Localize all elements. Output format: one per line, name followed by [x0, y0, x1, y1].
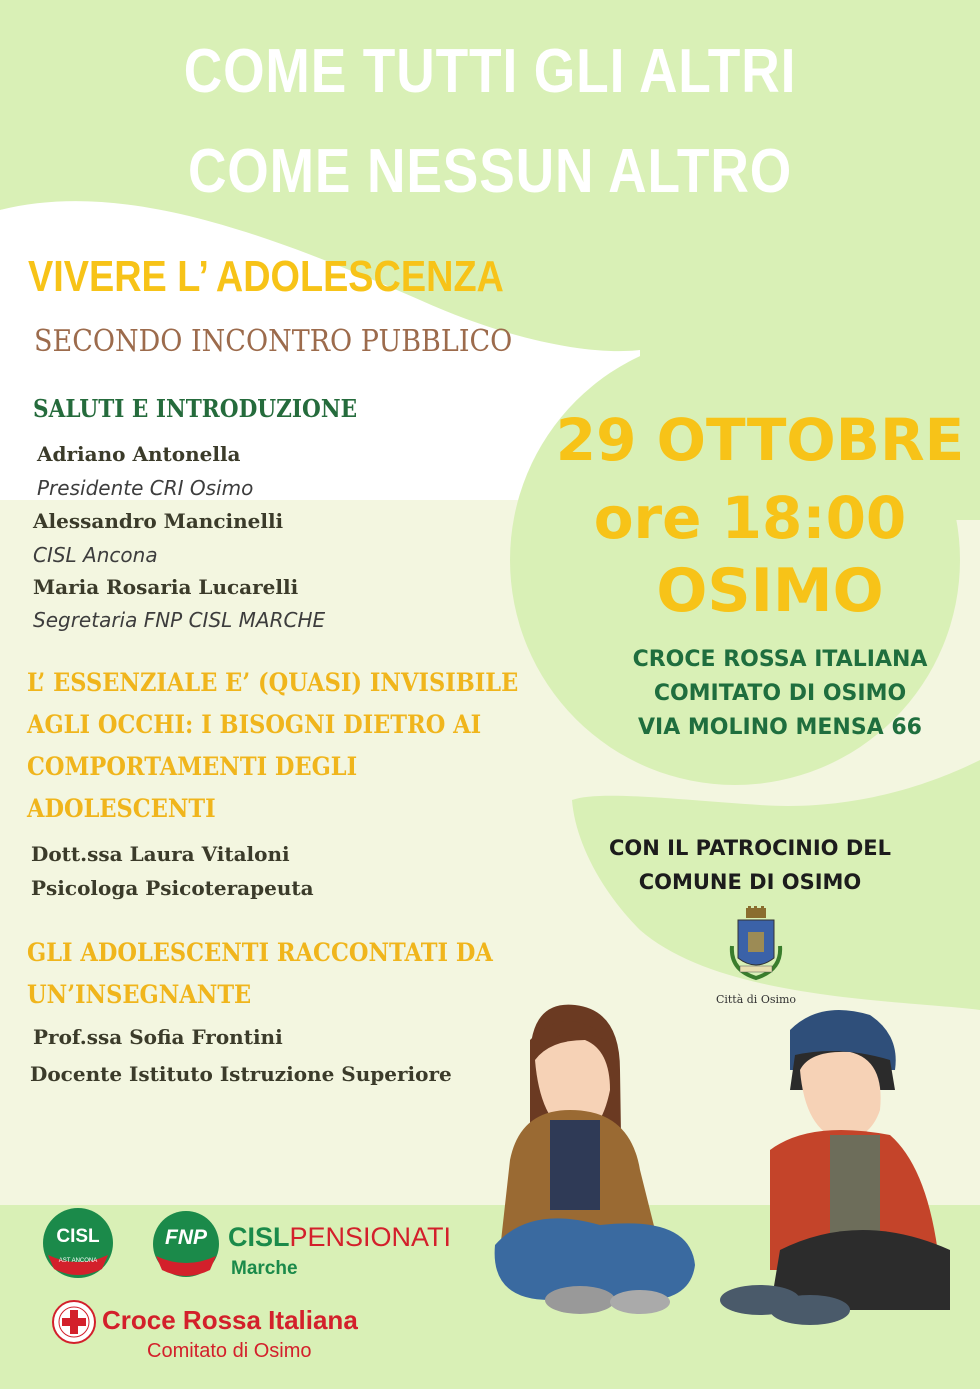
boy-illustration — [700, 1000, 960, 1340]
cri-name: Croce Rossa Italiana — [102, 1305, 358, 1335]
talk1-line: ADOLESCENTI — [27, 794, 216, 823]
crest-caption: Città di Osimo — [715, 993, 797, 1006]
venue-line: VIA MOLINO MENSA 66 — [638, 715, 922, 740]
girl-illustration — [490, 1000, 700, 1330]
talk1-speaker: Dott.ssa Laura Vitaloni — [31, 842, 290, 866]
marche-label: Marche — [231, 1258, 298, 1279]
speaker-role: Presidente CRI Osimo — [37, 476, 254, 500]
talk1-role: Psicologa Psicoterapeuta — [31, 876, 314, 900]
talk2-line: UN’INSEGNANTE — [27, 980, 252, 1009]
patronage — [590, 831, 910, 899]
cisl-word: CISL — [228, 1222, 290, 1252]
venue-line: COMITATO DI OSIMO — [653, 681, 907, 706]
event-time: ore 18:00 — [593, 484, 907, 552]
fnp-logo-text: FNP — [165, 1226, 207, 1249]
talk2-title — [27, 932, 531, 1016]
cisl-logo-text: CISL — [56, 1226, 100, 1247]
talk2-role: Docente Istituto Istruzione Superiore — [30, 1062, 452, 1086]
talk2-speaker: Prof.ssa Sofia Frontini — [33, 1025, 283, 1049]
event-label: SECONDO INCONTRO PUBBLICO — [34, 324, 513, 359]
speaker-name: Alessandro Mancinelli — [33, 509, 284, 533]
cri-sub: Comitato di Osimo — [147, 1340, 312, 1362]
speaker-name: Maria Rosaria Lucarelli — [33, 575, 299, 599]
talk1-line: AGLI OCCHI: I BISOGNI DIETRO AI — [27, 710, 482, 739]
cisl-logo-sub: AST ANCONA — [58, 1258, 98, 1264]
event-date: 29 OTTOBRE — [555, 406, 965, 474]
title-line-2: COME NESSUN ALTRO — [187, 137, 793, 206]
venue-line: CROCE ROSSA ITALIANA — [632, 647, 928, 672]
venue — [590, 643, 970, 745]
talk1-line: L’ ESSENZIALE E’ (QUASI) INVISIBILE — [27, 668, 519, 697]
speaker-name: Adriano Antonella — [37, 442, 241, 466]
speaker-role: CISL Ancona — [33, 543, 158, 567]
osimo-crest-icon — [726, 906, 786, 990]
cisl-pensionati — [228, 1222, 451, 1253]
red-cross-icon — [52, 1300, 96, 1344]
talk1-line: COMPORTAMENTI DEGLI — [27, 752, 358, 781]
subtitle: VIVERE L’ ADOLESCENZA — [28, 252, 504, 301]
intro-heading: SALUTI E INTRODUZIONE — [33, 394, 358, 423]
event-city: OSIMO — [656, 556, 884, 626]
talk2-line: GLI ADOLESCENTI RACCONTATI DA — [27, 938, 493, 967]
speaker-role: Segretaria FNP CISL MARCHE — [33, 608, 326, 632]
patronage-line: COMUNE DI OSIMO — [638, 870, 862, 894]
pensionati-word: PENSIONATI — [289, 1222, 452, 1252]
talk1-title — [27, 662, 531, 830]
title-line-1: COME TUTTI GLI ALTRI — [183, 37, 797, 106]
patronage-line: CON IL PATROCINIO DEL — [608, 836, 892, 860]
